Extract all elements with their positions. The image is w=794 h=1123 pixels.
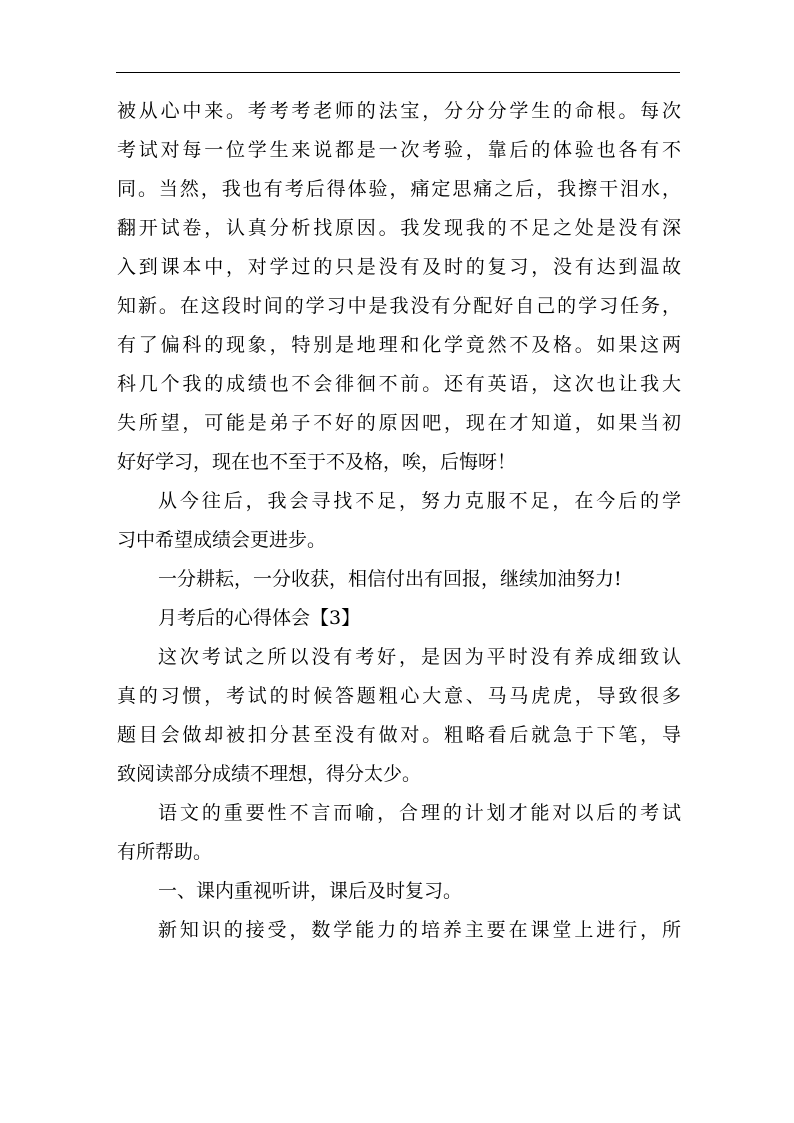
text-line-9: 失所望，可能是弟子不好的原因吧，现在才知道，如果当初	[117, 412, 681, 434]
text-line-7: 有了偏科的现象，特别是地理和化学竟然不及格。如果这两	[117, 334, 681, 356]
text-line-17: 题目会做却被扣分甚至没有做对。粗略看后就急于下笔，导	[117, 724, 681, 746]
document-body	[117, 92, 681, 950]
section-heading: 月考后的心得体会【3】	[158, 607, 361, 629]
text-line-20: 有所帮助。	[117, 841, 213, 863]
text-line-18: 致阅读部分成绩不理想，得分太少。	[117, 763, 422, 785]
text-line-16: 真的习惯，考试的时候答题粗心大意、马马虎虎，导致很多	[117, 685, 681, 707]
text-line-22: 新知识的接受，数学能力的培养主要在课堂上进行，所	[158, 919, 681, 941]
text-line-10: 好好学习，现在也不至于不及格，唉，后悔呀！	[117, 451, 517, 473]
text-line-8: 科几个我的成绩也不会徘徊不前。还有英语，这次也让我大	[117, 373, 681, 395]
text-line-19: 语文的重要性不言而喻，合理的计划才能对以后的考试	[158, 802, 681, 824]
text-line-1: 被从心中来。考考考老师的法宝，分分分学生的命根。每次	[117, 100, 681, 122]
text-line-6: 知新。在这段时间的学习中是我没有分配好自己的学习任务，	[117, 295, 681, 317]
text-line-5: 入到课本中，对学过的只是没有及时的复习，没有达到温故	[117, 256, 681, 278]
text-line-13: 一分耕耘，一分收获，相信付出有回报，继续加油努力!	[158, 568, 622, 590]
text-line-11: 从今往后，我会寻找不足，努力克服不足，在今后的学	[158, 490, 681, 512]
text-line-21: 一、课内重视听讲，课后及时复习。	[158, 880, 463, 902]
text-line-4: 翻开试卷，认真分析找原因。我发现我的不足之处是没有深	[117, 217, 681, 239]
text-line-3: 同。当然，我也有考后得体验，痛定思痛之后，我擦干泪水，	[117, 178, 681, 200]
text-line-12: 习中希望成绩会更进步。	[117, 529, 327, 551]
text-line-15: 这次考试之所以没有考好，是因为平时没有养成细致认	[158, 646, 681, 668]
text-line-2: 考试对每一位学生来说都是一次考验，靠后的体验也各有不	[117, 139, 681, 161]
header-rule	[116, 72, 680, 73]
